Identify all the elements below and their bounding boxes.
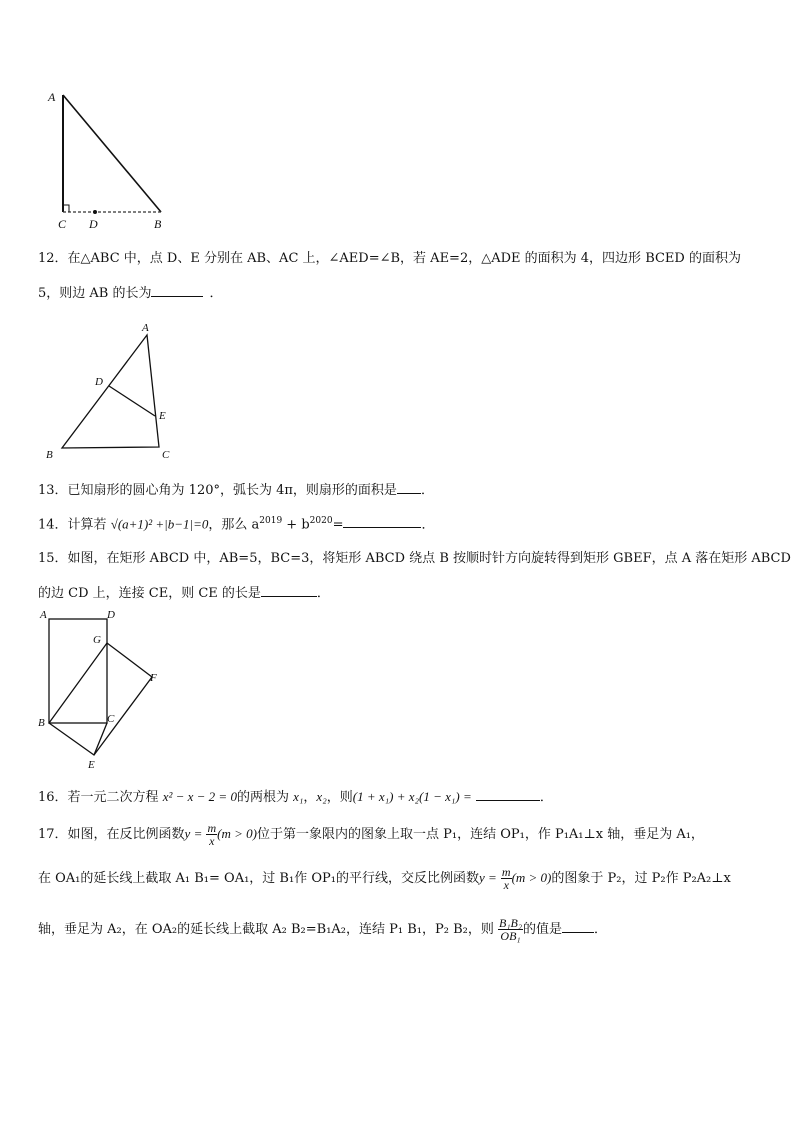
q17-l2a: 在 OA₁的延长线上截取 A₁ B₁= OA₁，过 B₁作 OP₁的平行线，交反比例函数 (38, 871, 479, 886)
q17-func2-cond: (m > 0) (511, 870, 552, 885)
q17-func2-fraction (501, 866, 512, 891)
label-d: D (95, 376, 103, 388)
q17-func2-den: x (503, 878, 509, 892)
triangle-abc (62, 335, 159, 448)
label-a: A (142, 322, 149, 334)
label-b: B (154, 217, 162, 231)
label-b: B (46, 449, 53, 461)
q14-expression: √(a+1)² +|b−1|=0 (110, 516, 209, 532)
question-12-line2 (38, 282, 758, 303)
q14-plus: + b (282, 517, 310, 533)
question-15 (38, 550, 791, 568)
q16-ask: ，则 (326, 790, 353, 805)
q14-middle: ，那么 a (208, 517, 260, 533)
q17-func-lhs: y = (184, 826, 203, 841)
q12-end: ． (209, 286, 223, 301)
q17-l1a: 17．如图，在反比例函数 (38, 827, 185, 842)
question-16 (38, 786, 758, 807)
q13-end: ． (420, 483, 434, 498)
label-g: G (93, 634, 101, 646)
label-a: A (48, 90, 56, 104)
q17-ratio-num: B₁B₂ (499, 916, 523, 930)
q14-end: ． (421, 517, 435, 533)
label-c: C (107, 713, 115, 725)
point-d (93, 210, 97, 214)
question-15-line2 (38, 582, 758, 603)
q14-eq: = (332, 517, 344, 533)
label-d: D (107, 609, 115, 621)
q17-ratio-den: OB₁ (500, 929, 521, 943)
q17-answer-blank[interactable] (562, 918, 594, 933)
q17-ratio-fraction (498, 917, 523, 942)
q16-middle: 的两根为 (236, 790, 289, 805)
q17-end: ． (594, 922, 608, 937)
q16-answer-blank[interactable] (476, 786, 540, 801)
question-12 (38, 250, 758, 268)
q17-func2-lhs: y = (478, 870, 497, 885)
q16-equation: x² − x − 2 = 0 (162, 789, 237, 804)
q14-exp1: 2019 (259, 516, 283, 526)
q17-l2b: 的图象于 P₂，过 P₂作 P₂A₂⊥x (551, 871, 731, 886)
q17-func-num: m (207, 821, 217, 835)
q16-root2: x₂ (316, 789, 327, 804)
q16-sep: ， (303, 790, 317, 805)
label-f: F (150, 672, 157, 684)
question-14 (38, 512, 758, 534)
label-a: A (40, 609, 47, 621)
q17-l1b: 位于第一象限内的图象上取一点 P₁，连结 OP₁，作 P₁A₁⊥x 轴，垂足为 A₁， (256, 827, 704, 842)
q12-answer-blank[interactable] (151, 282, 203, 297)
q15-end: ． (316, 586, 330, 601)
segment-ab (63, 95, 161, 212)
q16-prefix: 16．若一元二次方程 (38, 790, 159, 805)
label-e: E (159, 410, 166, 422)
question-17-line2 (38, 866, 758, 891)
q16-expression: (1 + x₁) + x₂(1 − x₁) = (352, 789, 472, 804)
figure-rotated-rectangle (36, 605, 176, 775)
label-c: C (162, 449, 170, 461)
q14-exp2: 2020 (309, 516, 333, 526)
q17-l3b: 的值是 (523, 922, 563, 937)
q14-answer-blank[interactable] (343, 513, 421, 528)
segment-ce (94, 723, 107, 755)
label-d: D (89, 217, 98, 231)
q13-text: 13．已知扇形的圆心角为 120°，弧长为 4π，则扇形的面积是 (38, 483, 397, 498)
q17-func2-num: m (501, 865, 511, 879)
question-13 (38, 479, 758, 500)
label-e: E (88, 759, 95, 771)
segment-de (109, 386, 155, 416)
q15-line1: 15．如图，在矩形 ABCD 中，AB=5，BC=3，将矩形 ABCD 绕点 B 按顺时针方向旋转得到矩形 GBEF，点 A 落在矩形 ABCD (38, 551, 791, 566)
q15-answer-blank[interactable] (261, 582, 317, 597)
q13-answer-blank[interactable] (397, 479, 421, 494)
figure-triangle-ade (40, 318, 190, 466)
q17-l3a: 轴，垂足为 A₂，在 OA₂的延长线上截取 A₂ B₂=B₁A₂，连结 P₁ B₁，P₂ B₂，则 (38, 922, 494, 937)
label-c: C (58, 217, 67, 231)
q15-line2: 的边 CD 上，连接 CE，则 CE 的长是 (38, 586, 261, 601)
q12-line1: 12．在△ABC 中，点 D、E 分别在 AB、AC 上，∠AED=∠B，若 AE=2，△ADE 的面积为 4，四边形 BCED 的面积为 (38, 251, 741, 266)
q17-func-fraction (206, 822, 217, 847)
q17-func-den: x (209, 834, 215, 848)
q16-end: ． (539, 790, 553, 805)
q16-root1: x₁ (293, 789, 304, 804)
question-17 (38, 822, 758, 847)
label-b: B (38, 717, 45, 729)
q17-func-cond: (m > 0) (217, 826, 257, 841)
q12-line2: 5，则边 AB 的长为 (38, 286, 152, 301)
question-17-line3 (38, 917, 758, 942)
figure-right-triangle (40, 85, 180, 235)
q14-prefix: 14．计算若 (38, 517, 107, 533)
